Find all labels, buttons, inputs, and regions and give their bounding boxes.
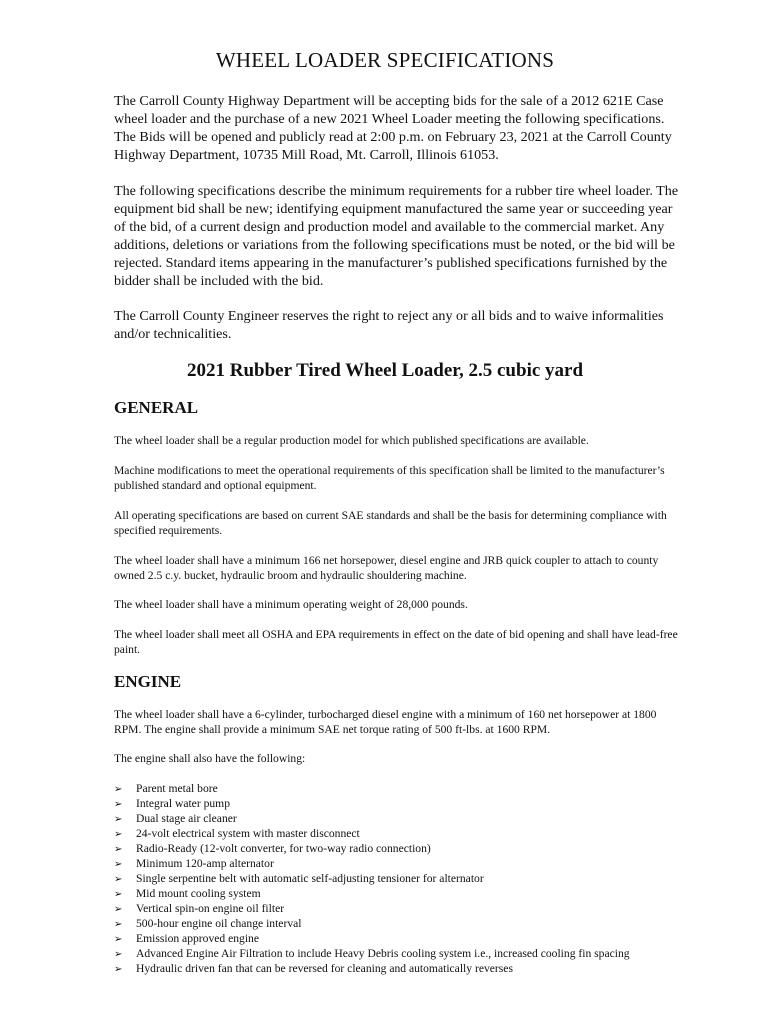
general-heading: GENERAL [114, 398, 199, 417]
general-paragraph: Machine modifications to meet the operational requirements of this specification shall be limited to the manufacturer’s published standard and optional equipment. [114, 464, 665, 492]
list-item [114, 931, 630, 946]
list-item-text: Mid mount cooling system [136, 887, 261, 900]
list-item [114, 841, 630, 856]
arrow-bullet-icon: ➢ [114, 934, 123, 945]
intro-paragraph: The Carroll County Highway Department will be accepting bids for the sale of a 2012 621E Case wheel loader and the purchase of a new 2021 Wheel Loader meeting the following specifications. The Bids will be opened and publicly read at 2:00 p.m. on February 23, 2021 at the Carroll County Highway Department, 10735 Mill Road, Mt. Carroll, Illinois 61053. [114, 93, 672, 163]
list-item [114, 886, 630, 901]
arrow-bullet-icon: ➢ [114, 964, 123, 975]
list-item [114, 871, 630, 886]
list-item [114, 796, 630, 811]
list-item-text: 24-volt electrical system with master disconnect [136, 827, 360, 840]
list-item-text: Dual stage air cleaner [136, 812, 237, 825]
arrow-bullet-icon: ➢ [114, 784, 123, 795]
intro-paragraph: The following specifications describe the minimum requirements for a rubber tire wheel loader. The equipment bid shall be new; identifying equipment manufactured the same year or succeeding year of the bid, of a current design and production model and available to the commercial market. Any additions, deletions or variations from the following specifications must be noted, or the bid will be rejected. Standard items appearing in the manufacturer’s published specifications furnished by the bidder shall be included with the bid. [114, 183, 679, 289]
engine-features-list [114, 781, 630, 976]
arrow-bullet-icon: ➢ [114, 859, 123, 870]
list-item [114, 916, 630, 931]
list-item [114, 826, 630, 841]
list-item-text: Advanced Engine Air Filtration to include Heavy Debris cooling system i.e., increased cooling fin spacing [136, 947, 630, 960]
list-item-text: Integral water pump [136, 797, 231, 810]
arrow-bullet-icon: ➢ [114, 919, 123, 930]
list-item-text: Radio-Ready (12-volt converter, for two-way radio connection) [136, 842, 431, 855]
engine-paragraph: The wheel loader shall have a 6-cylinder, turbocharged diesel engine with a minimum of 160 net horsepower at 1800 RPM. The engine shall provide a minimum SAE net torque rating of 500 ft-lbs. at 1600 RPM. [114, 708, 657, 736]
general-paragraph: The wheel loader shall have a minimum 166 net horsepower, diesel engine and JRB quick coupler to attach to county owned 2.5 c.y. bucket, hydraulic broom and hydraulic shouldering machine. [114, 554, 659, 582]
general-paragraph: The wheel loader shall have a minimum operating weight of 28,000 pounds. [114, 598, 468, 611]
arrow-bullet-icon: ➢ [114, 874, 123, 885]
list-item-text: Vertical spin-on engine oil filter [136, 902, 285, 915]
arrow-bullet-icon: ➢ [114, 814, 123, 825]
list-item [114, 946, 630, 961]
page-title: WHEEL LOADER SPECIFICATIONS [215, 48, 555, 72]
arrow-bullet-icon: ➢ [114, 904, 123, 915]
general-paragraph: The wheel loader shall be a regular production model for which published specifications are available. [114, 434, 589, 447]
list-item-text: Single serpentine belt with automatic self-adjusting tensioner for alternator [136, 872, 484, 885]
engine-paragraph: The engine shall also have the following: [114, 752, 306, 765]
arrow-bullet-icon: ➢ [114, 829, 123, 840]
list-item [114, 961, 630, 976]
general-paragraph: The wheel loader shall meet all OSHA and EPA requirements in effect on the date of bid opening and shall have lead-free paint. [114, 628, 678, 656]
arrow-bullet-icon: ➢ [114, 889, 123, 900]
section-title: 2021 Rubber Tired Wheel Loader, 2.5 cubic yard [186, 360, 584, 381]
list-item [114, 856, 630, 871]
arrow-bullet-icon: ➢ [114, 949, 123, 960]
general-paragraph: All operating specifications are based on current SAE standards and shall be the basis for determining compliance with specified requirements. [114, 509, 667, 537]
list-item-text: Parent metal bore [136, 782, 218, 795]
list-item-text: Emission approved engine [136, 932, 259, 945]
arrow-bullet-icon: ➢ [114, 844, 123, 855]
list-item [114, 781, 630, 796]
arrow-bullet-icon: ➢ [114, 799, 123, 810]
list-item-text: Minimum 120-amp alternator [136, 857, 274, 870]
list-item-text: Hydraulic driven fan that can be reversed for cleaning and automatically reverses [136, 962, 513, 975]
list-item [114, 901, 630, 916]
intro-paragraph: The Carroll County Engineer reserves the right to reject any or all bids and to waive informalities and/or technicalities. [114, 308, 664, 342]
engine-heading: ENGINE [114, 672, 182, 691]
list-item-text: 500-hour engine oil change interval [136, 917, 302, 930]
list-item [114, 811, 630, 826]
